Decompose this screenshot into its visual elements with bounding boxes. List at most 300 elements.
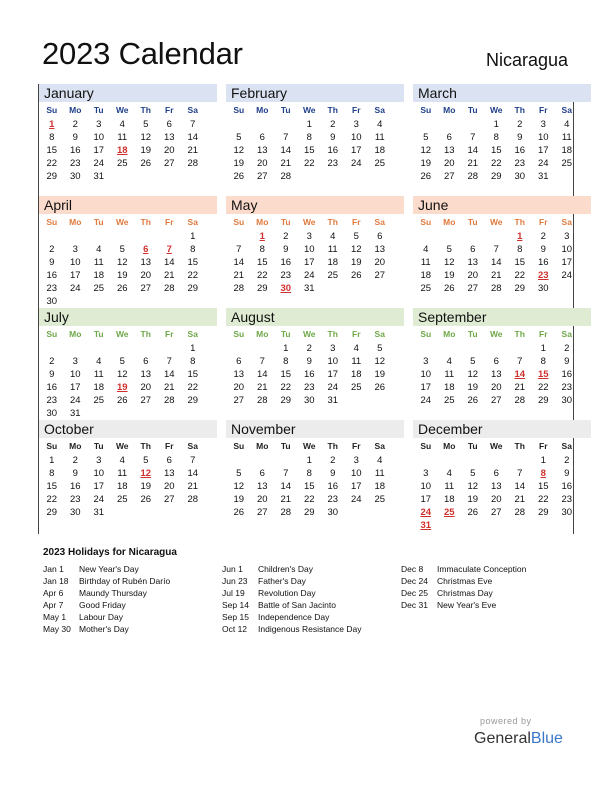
day-cell[interactable]: 7 [517, 468, 523, 479]
day-cell[interactable]: 12 [467, 369, 479, 380]
holiday-day-cell[interactable]: 6 [143, 244, 149, 255]
day-cell[interactable]: 17 [350, 145, 362, 156]
day-cell[interactable]: 14 [256, 369, 268, 380]
day-cell[interactable]: 12 [350, 244, 362, 255]
day-cell[interactable]: 17 [561, 257, 573, 268]
day-cell[interactable]: 5 [143, 119, 149, 130]
day-cell[interactable]: 28 [280, 507, 292, 518]
day-cell[interactable]: 15 [490, 145, 502, 156]
day-cell[interactable]: 13 [490, 369, 502, 380]
day-cell[interactable]: 25 [116, 494, 128, 505]
day-cell[interactable]: 14 [490, 257, 502, 268]
day-cell[interactable]: 2 [49, 356, 55, 367]
day-cell[interactable]: 5 [446, 244, 452, 255]
day-cell[interactable]: 10 [69, 369, 81, 380]
day-cell[interactable]: 29 [187, 283, 199, 294]
day-cell[interactable]: 1 [540, 455, 546, 466]
day-cell[interactable]: 24 [327, 382, 339, 393]
day-cell[interactable]: 9 [49, 257, 55, 268]
day-cell[interactable]: 14 [280, 145, 292, 156]
day-cell[interactable]: 7 [517, 356, 523, 367]
day-cell[interactable]: 6 [493, 468, 499, 479]
day-cell[interactable]: 30 [46, 296, 58, 307]
day-cell[interactable]: 30 [537, 283, 549, 294]
day-cell[interactable]: 24 [561, 270, 573, 281]
day-cell[interactable]: 5 [377, 343, 383, 354]
day-cell[interactable]: 25 [561, 158, 573, 169]
day-cell[interactable]: 18 [374, 145, 386, 156]
day-cell[interactable]: 21 [163, 382, 175, 393]
day-cell[interactable]: 28 [490, 283, 502, 294]
holiday-day-cell[interactable]: 24 [420, 507, 432, 518]
holiday-day-cell[interactable]: 25 [443, 507, 455, 518]
day-cell[interactable]: 30 [561, 507, 573, 518]
day-cell[interactable]: 12 [420, 145, 432, 156]
day-cell[interactable]: 22 [46, 494, 58, 505]
day-cell[interactable]: 6 [377, 231, 383, 242]
day-cell[interactable]: 16 [303, 369, 315, 380]
day-cell[interactable]: 16 [514, 145, 526, 156]
day-cell[interactable]: 8 [49, 468, 55, 479]
day-cell[interactable]: 7 [493, 244, 499, 255]
day-cell[interactable]: 23 [327, 158, 339, 169]
day-cell[interactable]: 3 [306, 231, 312, 242]
day-cell[interactable]: 4 [330, 231, 336, 242]
day-cell[interactable]: 27 [467, 283, 479, 294]
day-cell[interactable]: 20 [140, 382, 152, 393]
day-cell[interactable]: 23 [69, 494, 81, 505]
day-cell[interactable]: 27 [490, 507, 502, 518]
day-cell[interactable]: 12 [116, 257, 128, 268]
day-cell[interactable]: 11 [561, 132, 572, 143]
day-cell[interactable]: 6 [236, 356, 242, 367]
day-cell[interactable]: 20 [374, 257, 386, 268]
day-cell[interactable]: 23 [514, 158, 526, 169]
day-cell[interactable]: 11 [420, 257, 431, 268]
day-cell[interactable]: 9 [564, 356, 570, 367]
day-cell[interactable]: 3 [423, 356, 429, 367]
day-cell[interactable]: 3 [540, 119, 546, 130]
day-cell[interactable]: 2 [72, 455, 78, 466]
day-cell[interactable]: 11 [117, 468, 128, 479]
day-cell[interactable]: 16 [327, 145, 339, 156]
day-cell[interactable]: 27 [140, 395, 152, 406]
day-cell[interactable]: 13 [163, 132, 175, 143]
day-cell[interactable]: 4 [446, 356, 452, 367]
day-cell[interactable]: 19 [467, 494, 479, 505]
day-cell[interactable]: 6 [493, 356, 499, 367]
day-cell[interactable]: 13 [490, 481, 502, 492]
day-cell[interactable]: 2 [330, 455, 336, 466]
day-cell[interactable]: 23 [327, 494, 339, 505]
day-cell[interactable]: 19 [233, 158, 245, 169]
day-cell[interactable]: 14 [187, 468, 199, 479]
day-cell[interactable]: 31 [69, 408, 81, 419]
day-cell[interactable]: 15 [303, 145, 315, 156]
holiday-day-cell[interactable]: 30 [280, 283, 292, 294]
day-cell[interactable]: 22 [303, 494, 315, 505]
holiday-day-cell[interactable]: 18 [116, 145, 128, 156]
day-cell[interactable]: 31 [93, 507, 105, 518]
day-cell[interactable]: 7 [283, 468, 289, 479]
day-cell[interactable]: 22 [303, 158, 315, 169]
day-cell[interactable]: 18 [93, 382, 105, 393]
day-cell[interactable]: 13 [374, 244, 386, 255]
day-cell[interactable]: 20 [490, 382, 502, 393]
day-cell[interactable]: 2 [72, 119, 78, 130]
day-cell[interactable]: 21 [467, 158, 479, 169]
day-cell[interactable]: 6 [166, 455, 172, 466]
holiday-day-cell[interactable]: 7 [166, 244, 172, 255]
day-cell[interactable]: 27 [374, 270, 386, 281]
day-cell[interactable]: 28 [256, 395, 268, 406]
day-cell[interactable]: 18 [327, 257, 339, 268]
day-cell[interactable]: 1 [283, 343, 289, 354]
day-cell[interactable]: 24 [303, 270, 315, 281]
day-cell[interactable]: 26 [350, 270, 362, 281]
day-cell[interactable]: 26 [443, 283, 455, 294]
day-cell[interactable]: 23 [46, 395, 58, 406]
day-cell[interactable]: 26 [116, 283, 128, 294]
day-cell[interactable]: 3 [564, 231, 570, 242]
day-cell[interactable]: 27 [256, 507, 268, 518]
day-cell[interactable]: 4 [96, 244, 102, 255]
day-cell[interactable]: 11 [117, 132, 128, 143]
day-cell[interactable]: 3 [96, 119, 102, 130]
day-cell[interactable]: 8 [306, 468, 312, 479]
day-cell[interactable]: 12 [116, 369, 128, 380]
day-cell[interactable]: 19 [233, 494, 245, 505]
day-cell[interactable]: 4 [423, 244, 429, 255]
day-cell[interactable]: 29 [537, 507, 549, 518]
day-cell[interactable]: 2 [306, 343, 312, 354]
day-cell[interactable]: 1 [306, 119, 312, 130]
day-cell[interactable]: 24 [93, 158, 105, 169]
day-cell[interactable]: 20 [467, 270, 479, 281]
day-cell[interactable]: 3 [96, 455, 102, 466]
day-cell[interactable]: 18 [93, 270, 105, 281]
day-cell[interactable]: 24 [69, 283, 81, 294]
day-cell[interactable]: 14 [187, 132, 199, 143]
day-cell[interactable]: 4 [377, 119, 383, 130]
day-cell[interactable]: 4 [353, 343, 359, 354]
day-cell[interactable]: 17 [93, 481, 105, 492]
day-cell[interactable]: 21 [233, 270, 245, 281]
day-cell[interactable]: 8 [190, 356, 196, 367]
holiday-day-cell[interactable]: 15 [537, 369, 549, 380]
day-cell[interactable]: 8 [49, 132, 55, 143]
day-cell[interactable]: 8 [493, 132, 499, 143]
day-cell[interactable]: 31 [303, 283, 315, 294]
day-cell[interactable]: 21 [280, 158, 292, 169]
day-cell[interactable]: 10 [303, 244, 315, 255]
day-cell[interactable]: 13 [467, 257, 479, 268]
day-cell[interactable]: 26 [420, 171, 432, 182]
day-cell[interactable]: 5 [470, 356, 476, 367]
day-cell[interactable]: 23 [46, 283, 58, 294]
day-cell[interactable]: 21 [490, 270, 502, 281]
day-cell[interactable]: 2 [330, 119, 336, 130]
day-cell[interactable]: 7 [190, 119, 196, 130]
day-cell[interactable]: 26 [233, 507, 245, 518]
day-cell[interactable]: 13 [443, 145, 455, 156]
day-cell[interactable]: 25 [116, 158, 128, 169]
day-cell[interactable]: 10 [93, 132, 105, 143]
day-cell[interactable]: 23 [280, 270, 292, 281]
day-cell[interactable]: 11 [374, 468, 385, 479]
day-cell[interactable]: 17 [327, 369, 339, 380]
day-cell[interactable]: 2 [517, 119, 523, 130]
day-cell[interactable]: 17 [69, 270, 81, 281]
day-cell[interactable]: 28 [163, 395, 175, 406]
holiday-day-cell[interactable]: 1 [517, 231, 523, 242]
day-cell[interactable]: 29 [187, 395, 199, 406]
day-cell[interactable]: 25 [374, 494, 386, 505]
day-cell[interactable]: 16 [280, 257, 292, 268]
holiday-day-cell[interactable]: 19 [116, 382, 128, 393]
day-cell[interactable]: 20 [163, 481, 175, 492]
day-cell[interactable]: 5 [143, 455, 149, 466]
day-cell[interactable]: 6 [259, 468, 265, 479]
day-cell[interactable]: 4 [564, 119, 570, 130]
day-cell[interactable]: 24 [350, 494, 362, 505]
day-cell[interactable]: 5 [470, 468, 476, 479]
day-cell[interactable]: 7 [283, 132, 289, 143]
day-cell[interactable]: 6 [259, 132, 265, 143]
day-cell[interactable]: 24 [350, 158, 362, 169]
day-cell[interactable]: 25 [350, 382, 362, 393]
day-cell[interactable]: 26 [140, 158, 152, 169]
day-cell[interactable]: 12 [233, 145, 245, 156]
day-cell[interactable]: 11 [93, 257, 104, 268]
day-cell[interactable]: 29 [46, 507, 58, 518]
day-cell[interactable]: 17 [537, 145, 549, 156]
day-cell[interactable]: 25 [420, 283, 432, 294]
day-cell[interactable]: 22 [187, 270, 199, 281]
day-cell[interactable]: 15 [46, 481, 58, 492]
day-cell[interactable]: 30 [514, 171, 526, 182]
day-cell[interactable]: 16 [69, 481, 81, 492]
holiday-day-cell[interactable]: 12 [140, 468, 152, 479]
day-cell[interactable]: 28 [514, 395, 526, 406]
day-cell[interactable]: 1 [306, 455, 312, 466]
day-cell[interactable]: 13 [140, 257, 152, 268]
day-cell[interactable]: 2 [540, 231, 546, 242]
day-cell[interactable]: 29 [514, 283, 526, 294]
day-cell[interactable]: 20 [256, 158, 268, 169]
day-cell[interactable]: 17 [93, 145, 105, 156]
day-cell[interactable]: 21 [256, 382, 268, 393]
day-cell[interactable]: 24 [537, 158, 549, 169]
day-cell[interactable]: 9 [283, 244, 289, 255]
day-cell[interactable]: 5 [353, 231, 359, 242]
day-cell[interactable]: 19 [420, 158, 432, 169]
day-cell[interactable]: 22 [46, 158, 58, 169]
day-cell[interactable]: 26 [374, 382, 386, 393]
day-cell[interactable]: 20 [163, 145, 175, 156]
day-cell[interactable]: 17 [420, 382, 432, 393]
day-cell[interactable]: 11 [93, 369, 104, 380]
day-cell[interactable]: 2 [49, 244, 55, 255]
day-cell[interactable]: 7 [259, 356, 265, 367]
day-cell[interactable]: 27 [256, 171, 268, 182]
day-cell[interactable]: 11 [444, 481, 455, 492]
day-cell[interactable]: 21 [514, 494, 526, 505]
day-cell[interactable]: 7 [190, 455, 196, 466]
day-cell[interactable]: 23 [303, 382, 315, 393]
day-cell[interactable]: 23 [69, 158, 81, 169]
day-cell[interactable]: 27 [233, 395, 245, 406]
day-cell[interactable]: 28 [467, 171, 479, 182]
day-cell[interactable]: 26 [116, 395, 128, 406]
day-cell[interactable]: 25 [443, 395, 455, 406]
day-cell[interactable]: 9 [49, 369, 55, 380]
generalblue-logo[interactable] [474, 730, 563, 748]
day-cell[interactable]: 31 [537, 171, 549, 182]
day-cell[interactable]: 10 [327, 356, 339, 367]
day-cell[interactable]: 3 [72, 356, 78, 367]
day-cell[interactable]: 29 [256, 283, 268, 294]
day-cell[interactable]: 1 [49, 455, 55, 466]
day-cell[interactable]: 3 [353, 455, 359, 466]
day-cell[interactable]: 9 [564, 468, 570, 479]
day-cell[interactable]: 10 [69, 257, 81, 268]
day-cell[interactable]: 8 [517, 244, 523, 255]
day-cell[interactable]: 29 [280, 395, 292, 406]
day-cell[interactable]: 30 [327, 507, 339, 518]
day-cell[interactable]: 27 [163, 158, 175, 169]
day-cell[interactable]: 22 [537, 382, 549, 393]
day-cell[interactable]: 30 [303, 395, 315, 406]
day-cell[interactable]: 26 [233, 171, 245, 182]
day-cell[interactable]: 19 [443, 270, 455, 281]
day-cell[interactable]: 8 [306, 132, 312, 143]
day-cell[interactable]: 20 [140, 270, 152, 281]
day-cell[interactable]: 22 [514, 270, 526, 281]
day-cell[interactable]: 28 [187, 158, 199, 169]
day-cell[interactable]: 28 [187, 494, 199, 505]
day-cell[interactable]: 10 [561, 244, 573, 255]
day-cell[interactable]: 15 [303, 481, 315, 492]
day-cell[interactable]: 27 [443, 171, 455, 182]
day-cell[interactable]: 2 [564, 343, 570, 354]
day-cell[interactable]: 3 [353, 119, 359, 130]
day-cell[interactable]: 1 [190, 343, 196, 354]
day-cell[interactable]: 3 [423, 468, 429, 479]
day-cell[interactable]: 15 [256, 257, 268, 268]
day-cell[interactable]: 28 [163, 283, 175, 294]
day-cell[interactable]: 14 [514, 481, 526, 492]
day-cell[interactable]: 7 [166, 356, 172, 367]
day-cell[interactable]: 11 [444, 369, 455, 380]
day-cell[interactable]: 18 [420, 270, 432, 281]
day-cell[interactable]: 26 [467, 395, 479, 406]
day-cell[interactable]: 3 [330, 343, 336, 354]
day-cell[interactable]: 14 [163, 369, 175, 380]
day-cell[interactable]: 29 [303, 507, 315, 518]
day-cell[interactable]: 17 [303, 257, 315, 268]
day-cell[interactable]: 10 [93, 468, 105, 479]
day-cell[interactable]: 6 [143, 356, 149, 367]
day-cell[interactable]: 5 [119, 356, 125, 367]
day-cell[interactable]: 20 [443, 158, 455, 169]
day-cell[interactable]: 21 [280, 494, 292, 505]
day-cell[interactable]: 16 [46, 382, 58, 393]
holiday-day-cell[interactable]: 14 [514, 369, 526, 380]
day-cell[interactable]: 19 [140, 481, 152, 492]
day-cell[interactable]: 25 [374, 158, 386, 169]
day-cell[interactable]: 20 [256, 494, 268, 505]
day-cell[interactable]: 31 [93, 171, 105, 182]
day-cell[interactable]: 12 [467, 481, 479, 492]
day-cell[interactable]: 12 [443, 257, 455, 268]
day-cell[interactable]: 25 [327, 270, 339, 281]
day-cell[interactable]: 15 [280, 369, 292, 380]
day-cell[interactable]: 1 [190, 231, 196, 242]
day-cell[interactable]: 8 [190, 244, 196, 255]
day-cell[interactable]: 10 [350, 132, 362, 143]
day-cell[interactable]: 5 [236, 468, 242, 479]
day-cell[interactable]: 14 [467, 145, 479, 156]
day-cell[interactable]: 4 [377, 455, 383, 466]
day-cell[interactable]: 4 [119, 119, 125, 130]
day-cell[interactable]: 14 [233, 257, 245, 268]
day-cell[interactable]: 16 [561, 481, 573, 492]
day-cell[interactable]: 9 [72, 468, 78, 479]
day-cell[interactable]: 15 [187, 369, 199, 380]
day-cell[interactable]: 19 [116, 270, 128, 281]
day-cell[interactable]: 28 [233, 283, 245, 294]
day-cell[interactable]: 15 [187, 257, 199, 268]
day-cell[interactable]: 16 [69, 145, 81, 156]
day-cell[interactable]: 2 [564, 455, 570, 466]
day-cell[interactable]: 24 [69, 395, 81, 406]
day-cell[interactable]: 19 [350, 257, 362, 268]
day-cell[interactable]: 5 [423, 132, 429, 143]
day-cell[interactable]: 8 [283, 356, 289, 367]
day-cell[interactable]: 13 [163, 468, 175, 479]
day-cell[interactable]: 16 [327, 481, 339, 492]
day-cell[interactable]: 6 [470, 244, 476, 255]
day-cell[interactable]: 12 [140, 132, 152, 143]
day-cell[interactable]: 26 [467, 507, 479, 518]
day-cell[interactable]: 21 [514, 382, 526, 393]
day-cell[interactable]: 11 [374, 132, 385, 143]
day-cell[interactable]: 3 [72, 244, 78, 255]
day-cell[interactable]: 8 [540, 356, 546, 367]
day-cell[interactable]: 18 [350, 369, 362, 380]
day-cell[interactable]: 18 [561, 145, 573, 156]
day-cell[interactable]: 30 [46, 408, 58, 419]
day-cell[interactable]: 21 [187, 481, 199, 492]
day-cell[interactable]: 16 [46, 270, 58, 281]
day-cell[interactable]: 9 [330, 132, 336, 143]
day-cell[interactable]: 22 [187, 382, 199, 393]
day-cell[interactable]: 13 [140, 369, 152, 380]
day-cell[interactable]: 9 [72, 132, 78, 143]
day-cell[interactable]: 9 [330, 468, 336, 479]
day-cell[interactable]: 16 [561, 369, 573, 380]
day-cell[interactable]: 24 [93, 494, 105, 505]
day-cell[interactable]: 19 [140, 145, 152, 156]
day-cell[interactable]: 25 [93, 395, 105, 406]
day-cell[interactable]: 20 [233, 382, 245, 393]
day-cell[interactable]: 28 [514, 507, 526, 518]
day-cell[interactable]: 20 [490, 494, 502, 505]
day-cell[interactable]: 8 [259, 244, 265, 255]
day-cell[interactable]: 23 [561, 382, 573, 393]
day-cell[interactable]: 17 [420, 494, 432, 505]
